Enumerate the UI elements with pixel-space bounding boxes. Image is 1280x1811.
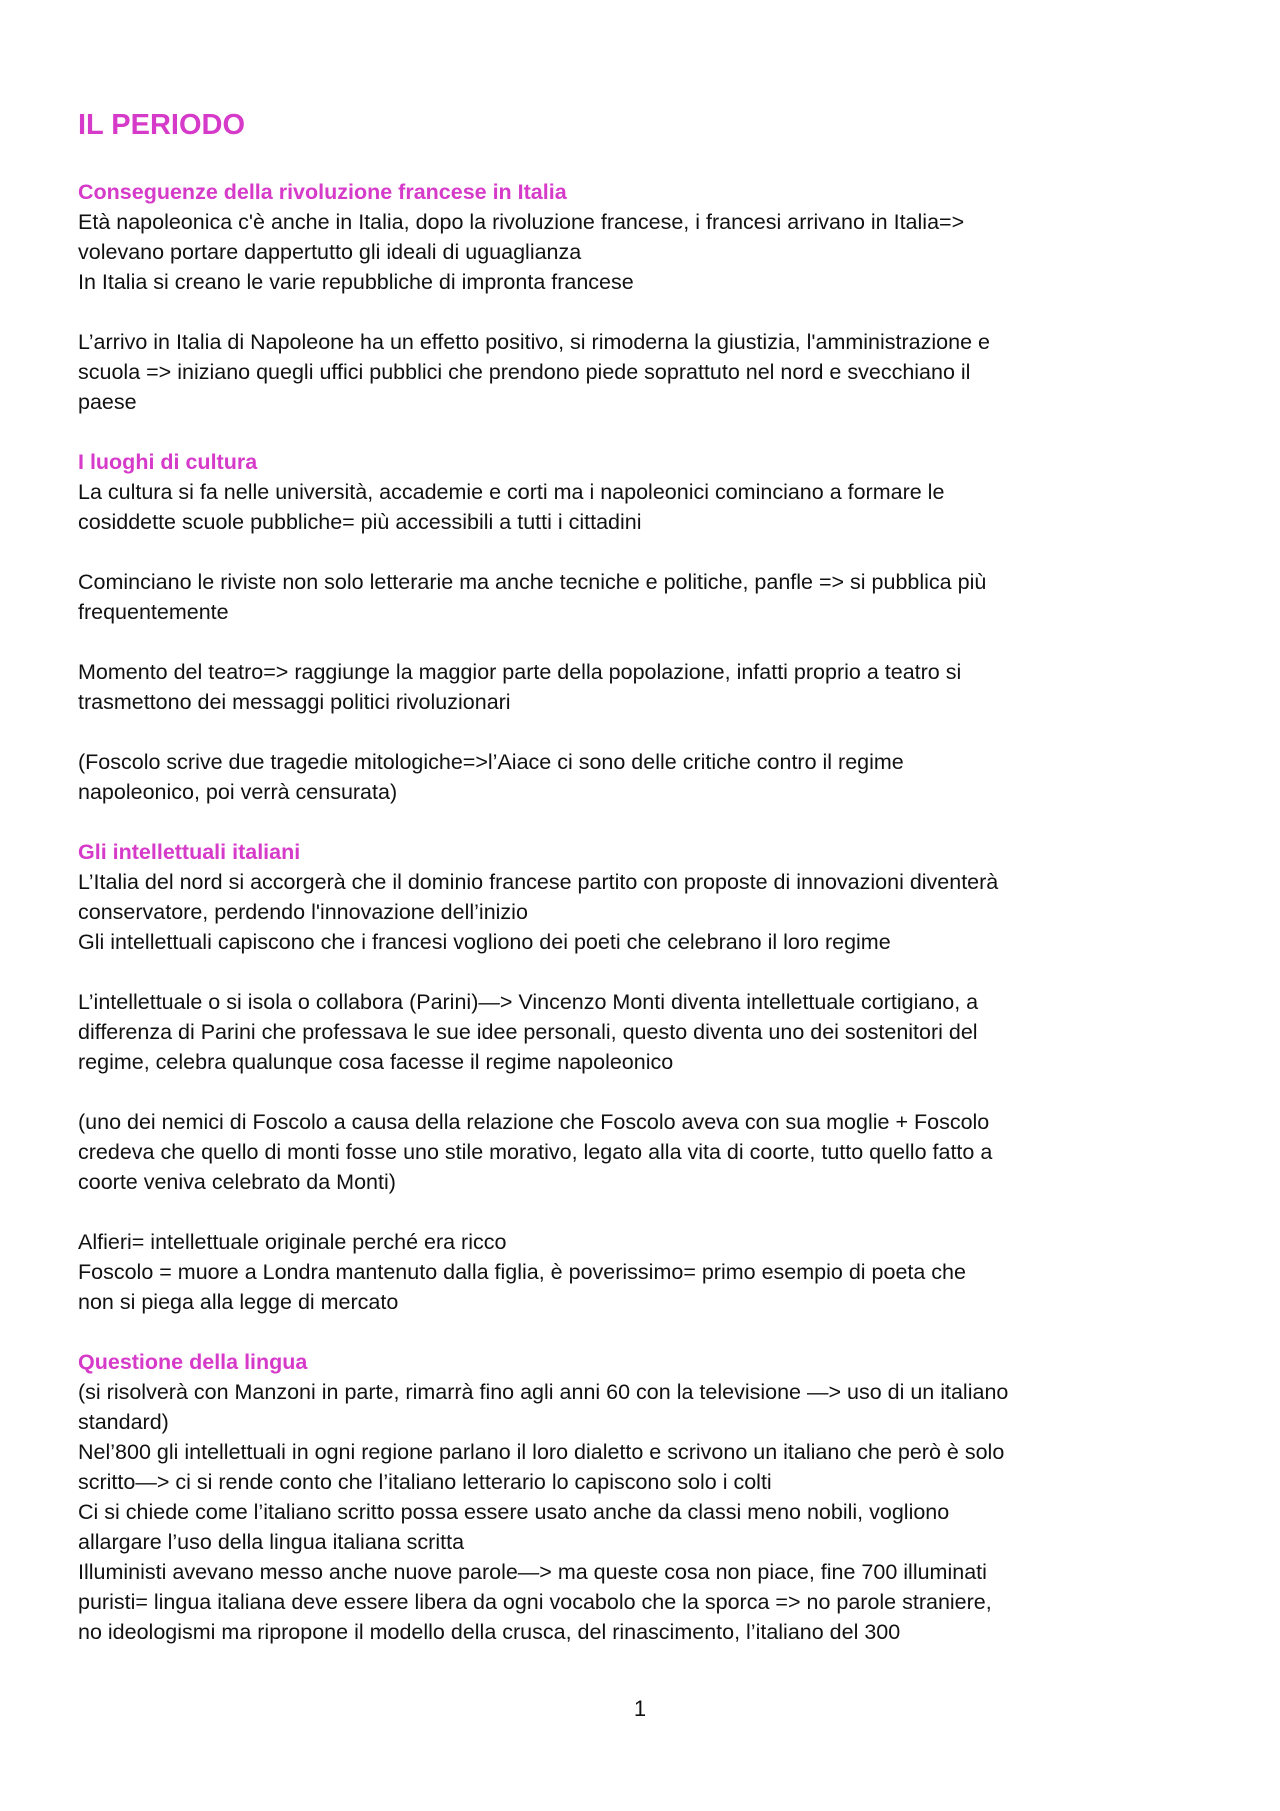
paragraph xyxy=(78,477,1208,537)
page-title: IL PERIODO xyxy=(78,109,246,141)
paragraph xyxy=(78,1377,1208,1437)
sections-container xyxy=(78,177,1208,1647)
paragraph xyxy=(78,267,1208,297)
paragraph xyxy=(78,1227,1208,1257)
text-line: L’intellettuale o si isola o collabora (Parini)—> Vincenzo Monti diventa intellettuale cortigiano, a xyxy=(78,989,979,1014)
text-line: L’arrivo in Italia di Napoleone ha un effetto positivo, si rimoderna la giustizia, l'amministrazione e xyxy=(78,329,990,354)
text-line: Illuministi avevano messo anche nuove parole—> ma queste cosa non piace, fine 700 illuminati xyxy=(78,1559,987,1584)
paragraph xyxy=(78,1557,1208,1647)
paragraph xyxy=(78,867,1208,927)
paragraph xyxy=(78,327,1208,417)
text-line: scritto—> ci si rende conto che l’italiano letterario lo capiscono solo i colti xyxy=(78,1469,772,1494)
section xyxy=(78,1347,1208,1647)
text-line: no ideologismi ma ripropone il modello della crusca, del rinascimento, l’italiano del 300 xyxy=(78,1619,901,1644)
text-line: Momento del teatro=> raggiunge la maggior parte della popolazione, infatti proprio a teatro si xyxy=(78,659,962,684)
paragraph xyxy=(78,1497,1208,1557)
paragraph xyxy=(78,207,1208,267)
section-heading: Questione della lingua xyxy=(78,1349,308,1374)
text-line: Alfieri= intellettuale originale perché era ricco xyxy=(78,1229,507,1254)
text-line: conservatore, perdendo l'innovazione dell’inizio xyxy=(78,899,528,924)
text-line: non si piega alla legge di mercato xyxy=(78,1289,399,1314)
paragraph xyxy=(78,657,1208,717)
text-line: scuola => iniziano quegli uffici pubblici che prendono piede soprattuto nel nord e svecchiano il xyxy=(78,359,971,384)
text-line: coorte veniva celebrato da Monti) xyxy=(78,1169,396,1194)
text-line: puristi= lingua italiana deve essere libera da ogni vocabolo che la sporca => no parole straniere, xyxy=(78,1589,992,1614)
paragraph xyxy=(78,927,1208,957)
section-heading: Gli intellettuali italiani xyxy=(78,839,301,864)
text-line: differenza di Parini che professava le sue idee personali, questo diventa uno dei sostenitori del xyxy=(78,1019,978,1044)
text-line: regime, celebra qualunque cosa facesse il regime napoleonico xyxy=(78,1049,674,1074)
section-heading: I luoghi di cultura xyxy=(78,449,258,474)
text-line: (uno dei nemici di Foscolo a causa della relazione che Foscolo aveva con sua moglie + Foscolo xyxy=(78,1109,990,1134)
text-line: Nel’800 gli intellettuali in ogni regione parlano il loro dialetto e scrivono un italiano che però è solo xyxy=(78,1439,1005,1464)
paragraph xyxy=(78,747,1208,807)
paragraph xyxy=(78,1107,1208,1197)
text-line: volevano portare dappertutto gli ideali di uguaglianza xyxy=(78,239,582,264)
text-line: cosiddette scuole pubbliche= più accessibili a tutti i cittadini xyxy=(78,509,642,534)
text-line: Gli intellettuali capiscono che i francesi vogliono dei poeti che celebrano il loro regime xyxy=(78,929,891,954)
text-line: Età napoleonica c'è anche in Italia, dopo la rivoluzione francese, i francesi arrivano in Italia=> xyxy=(78,209,965,234)
paragraph xyxy=(78,987,1208,1077)
text-line: L’Italia del nord si accorgerà che il dominio francese partito con proposte di innovazioni diventerà xyxy=(78,869,999,894)
section xyxy=(78,177,1208,417)
paragraph xyxy=(78,1257,1208,1317)
page-number: 1 xyxy=(633,1696,647,1721)
section xyxy=(78,837,1208,1317)
text-line: Foscolo = muore a Londra mantenuto dalla figlia, è poverissimo= primo esempio di poeta che xyxy=(78,1259,966,1284)
text-line: (si risolverà con Manzoni in parte, rimarrà fino agli anni 60 con la televisione —> uso di un italiano xyxy=(78,1379,1009,1404)
text-line: allargare l’uso della lingua italiana scritta xyxy=(78,1529,465,1554)
text-line: Cominciano le riviste non solo letterarie ma anche tecniche e politiche, panfle => si pubblica più xyxy=(78,569,987,594)
text-line: standard) xyxy=(78,1409,169,1434)
text-line: In Italia si creano le varie repubbliche di impronta francese xyxy=(78,269,634,294)
section-heading: Conseguenze della rivoluzione francese in Italia xyxy=(78,179,567,204)
text-line: credeva che quello di monti fosse uno stile morativo, legato alla vita di coorte, tutto quello fatto a xyxy=(78,1139,993,1164)
text-line: paese xyxy=(78,389,137,414)
text-line: La cultura si fa nelle università, accademie e corti ma i napoleonici cominciano a formare le xyxy=(78,479,945,504)
text-line: napoleonico, poi verrà censurata) xyxy=(78,779,398,804)
text-line: trasmettono dei messaggi politici rivoluzionari xyxy=(78,689,511,714)
paragraph xyxy=(78,567,1208,627)
section xyxy=(78,447,1208,807)
document-page xyxy=(78,108,1208,1647)
text-line: frequentemente xyxy=(78,599,229,624)
paragraph xyxy=(78,1437,1208,1497)
text-line: (Foscolo scrive due tragedie mitologiche=>l’Aiace ci sono delle critiche contro il regime xyxy=(78,749,904,774)
text-line: Ci si chiede come l’italiano scritto possa essere usato anche da classi meno nobili, vogliono xyxy=(78,1499,950,1524)
